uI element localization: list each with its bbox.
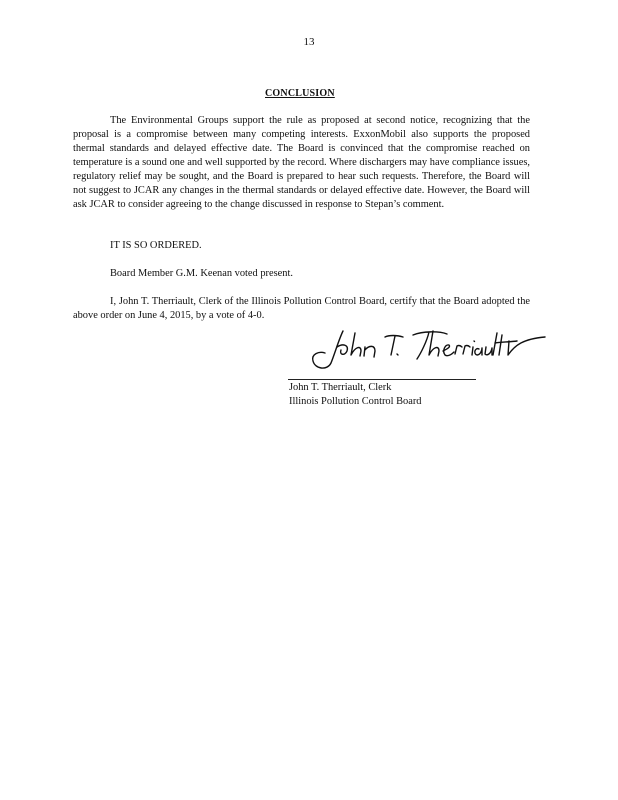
conclusion-paragraph: The Environmental Groups support the rule as proposed at second notice, recognizing that the proposal is a compromise between many competing interests. ExxonMobil also supports the proposed thermal standards and delayed effective date. The Board is convinced that the compromise reached on temperature is a sound one and well supported by the record. Where dischargers may have compliance issues, regulatory relief may be sought, and the Board is prepared to hear such requests. Therefore, the Board will not suggest to JCAR any changes in the thermal standards or delayed effective date. However, the Board will ask JCAR to consider agreeing to the change discussed in response to Stepan’s comment. <box>73 115 530 210</box>
signer-organization: Illinois Pollution Control Board <box>289 396 422 407</box>
certification-paragraph: I, John T. Therriault, Clerk of the Illinois Pollution Control Board, certify that the Board adopted the above order on June 4, 2015, by a vote of 4-0. <box>73 296 530 321</box>
order-statement: IT IS SO ORDERED. <box>110 240 202 251</box>
signer-name-title: John T. Therriault, Clerk <box>289 382 392 393</box>
signature-block <box>289 381 422 409</box>
page-number: 13 <box>303 36 315 48</box>
signature-line <box>288 379 476 380</box>
board-member-vote: Board Member G.M. Keenan voted present. <box>110 268 293 279</box>
section-heading: CONCLUSION <box>265 88 335 99</box>
handwritten-signature <box>305 323 550 373</box>
